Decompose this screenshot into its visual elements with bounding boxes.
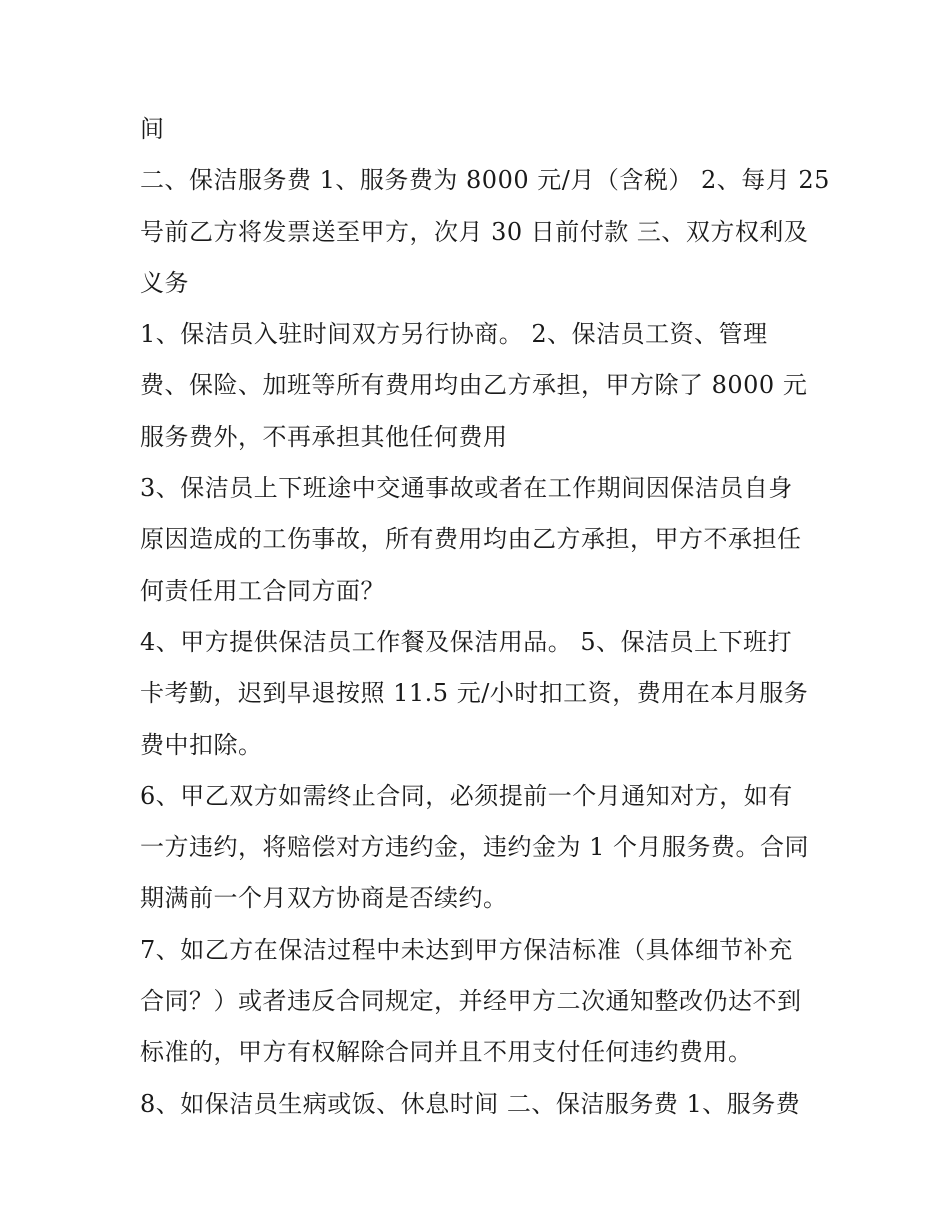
text-line: 费中扣除。 bbox=[140, 730, 263, 759]
text-line: 原因造成的工伤事故，所有费用均由乙方承担，甲方不承担任 bbox=[140, 525, 802, 554]
text-line: 卡考勤，迟到早退按照 11.5 元/小时扣工资，费用在本月服务 bbox=[140, 679, 809, 708]
text-line: 6、甲乙双方如需终止合同，必须提前一个月通知对方，如有 bbox=[140, 781, 793, 810]
document-body bbox=[140, 104, 830, 1130]
text-line: 服务费外，不再承担其他任何费用 bbox=[140, 422, 508, 451]
text-line: 4、甲方提供保洁员工作餐及保洁用品。 5、保洁员上下班打 bbox=[140, 627, 793, 656]
text-line: 1、保洁员入驻时间双方另行协商。 2、保洁员工资、管理 bbox=[140, 320, 768, 349]
text-line: 义务 bbox=[140, 268, 189, 297]
text-line: 间 bbox=[140, 115, 165, 143]
text-line: 费、保险、加班等所有费用均由乙方承担，甲方除了 8000 元 bbox=[140, 371, 808, 400]
text-line: 号前乙方将发票送至甲方，次月 30 日前付款 三、双方权利及 bbox=[140, 217, 809, 246]
text-line: 二、保洁服务费 1、服务费为 8000 元/月（含税） 2、每月 25 bbox=[140, 166, 830, 195]
text-line: 7、如乙方在保洁过程中未达到甲方保洁标准（具体细节补充 bbox=[140, 935, 793, 964]
text-line: 何责任用工合同方面？ bbox=[140, 576, 385, 605]
text-line: 3、保洁员上下班途中交通事故或者在工作期间因保洁员自身 bbox=[140, 474, 793, 503]
text-line: 合同？）或者违反合同规定，并经甲方二次通知整改仍达不到 bbox=[140, 987, 802, 1016]
text-line: 期满前一个月双方协商是否续约。 bbox=[140, 884, 508, 913]
text-line: 8、如保洁员生病或饭、休息时间 二、保洁服务费 1、服务费 bbox=[140, 1089, 801, 1118]
text-line: 标准的，甲方有权解除合同并且不用支付任何违约费用。 bbox=[140, 1038, 753, 1067]
text-line: 一方违约，将赔偿对方违约金，违约金为 1 个月服务费。合同 bbox=[140, 833, 810, 862]
